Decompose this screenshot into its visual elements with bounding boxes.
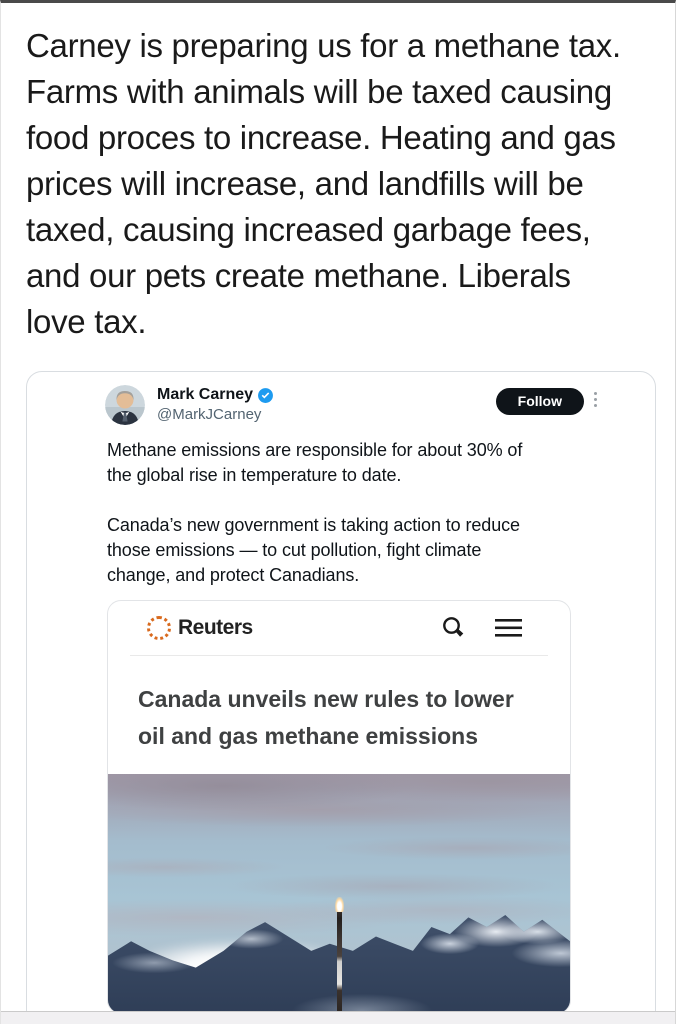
search-icon[interactable] (440, 614, 467, 643)
article-site-header (108, 601, 570, 655)
post-commentary-text: Carney is preparing us for a methane tax. Farms with animals will be taxed causing food proces to increase. Heating and gas prices will increase, and landfills will be taxed, causing increased garbage fees, and our pets create methane. Liberals love tax. (26, 27, 621, 340)
article-headline[interactable]: Canada unveils new rules to lower oil and gas methane emissions (138, 686, 514, 749)
more-options-icon[interactable] (594, 388, 597, 407)
hamburger-menu-icon[interactable] (495, 617, 522, 639)
flare-flame (335, 897, 344, 912)
avatar[interactable] (105, 385, 145, 425)
follow-button[interactable]: Follow (496, 388, 584, 415)
author-handle[interactable]: @MarkJCarney (157, 406, 262, 423)
reuters-logo[interactable] (147, 616, 253, 640)
site-header-icons (440, 614, 522, 643)
tweet-paragraph: Canada’s new government is taking action to reduce those emissions — to cut pollution, fight climate change, and protect Canadians. (107, 515, 520, 585)
verified-badge-icon (257, 387, 274, 404)
tweet-card (26, 371, 656, 1024)
tweet-header (107, 385, 597, 425)
screenshot-bottom-edge (1, 1011, 675, 1024)
reuters-logo-text: Reuters (178, 616, 253, 639)
tweet-header-actions (496, 385, 597, 415)
tweet-body (107, 438, 531, 588)
article-photo[interactable] (108, 774, 570, 1013)
reuters-logo-icon (147, 616, 171, 640)
avatar-image (105, 385, 145, 425)
tweet-paragraph: Methane emissions are responsible for about 30% of the global rise in temperature to date. (107, 440, 523, 485)
author-block (157, 385, 274, 425)
article-preview-card[interactable] (107, 600, 571, 1014)
author-name[interactable]: Mark Carney (157, 386, 254, 403)
flare-stack (337, 910, 342, 1013)
